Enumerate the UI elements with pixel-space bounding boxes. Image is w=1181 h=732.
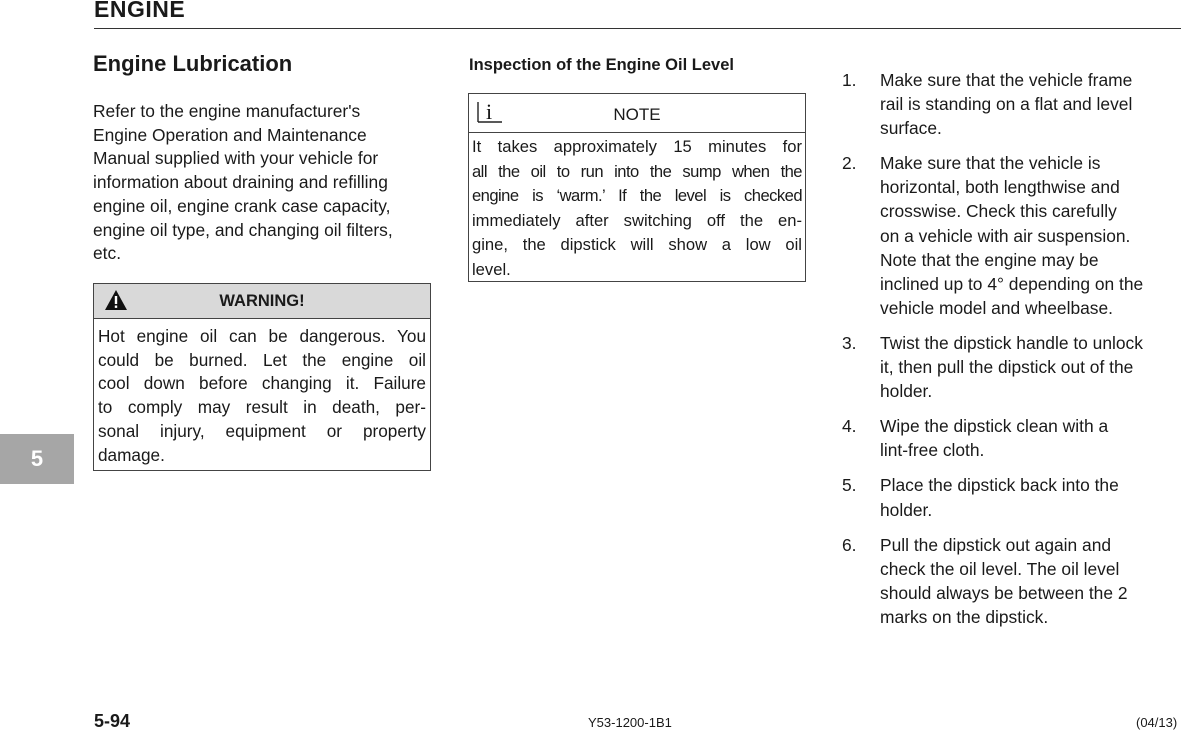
page-number: 5-94 bbox=[94, 711, 131, 731]
text-line: etc. bbox=[93, 243, 122, 264]
text-line: Refer to the engine manufacturer's bbox=[93, 101, 361, 121]
lubrication-text bbox=[93, 100, 433, 266]
step-item bbox=[842, 331, 1181, 403]
text-line: Note that the engine may be bbox=[880, 249, 1099, 270]
text-line: Engine Operation and Maintenance bbox=[93, 124, 367, 145]
text-line: Pull the dipstick out again and bbox=[880, 534, 1112, 555]
text-line: crosswise. Check this carefully bbox=[880, 201, 1117, 222]
step-item bbox=[842, 151, 1181, 320]
text-line: engine oil, engine crank case capacity, bbox=[93, 195, 391, 216]
text-line: inclined up to 4° depending on the bbox=[880, 273, 1144, 294]
text-line: Manual supplied with your vehicle for bbox=[93, 148, 379, 169]
text-line: Hot engine oil can be dangerous. You bbox=[98, 326, 426, 346]
text-line: Make sure that the vehicle frame bbox=[880, 70, 1133, 90]
document-id: Y53-1200-1B1 bbox=[588, 715, 672, 730]
document-date: (04/13) bbox=[1136, 715, 1178, 730]
step-number: 1. bbox=[842, 70, 857, 90]
text-line: to comply may result in death, per- bbox=[98, 397, 426, 418]
warning-text bbox=[94, 319, 430, 467]
text-line: rail is standing on a flat and level bbox=[880, 94, 1133, 115]
header-rule bbox=[94, 28, 1181, 29]
step-item bbox=[842, 473, 1181, 521]
text-line: check the oil level. The oil level bbox=[880, 558, 1120, 579]
step-number: 4. bbox=[842, 416, 857, 437]
text-line: information about draining and refilling bbox=[93, 172, 388, 193]
note-text bbox=[469, 133, 805, 282]
warning-title: WARNING! bbox=[219, 292, 305, 310]
text-line: cool down before changing it. Failure bbox=[98, 373, 426, 394]
step-text bbox=[880, 533, 1128, 629]
svg-text:i: i bbox=[486, 100, 493, 124]
text-line: vehicle model and wheelbase. bbox=[880, 297, 1113, 318]
text-line: level. bbox=[472, 259, 511, 279]
text-line: all the oil to run into the sump when the bbox=[472, 161, 802, 181]
text-line: Place the dipstick back into the bbox=[880, 475, 1119, 496]
text-line: surface. bbox=[880, 118, 942, 139]
warning-header bbox=[94, 284, 430, 319]
chapter-title: ENGINE bbox=[94, 0, 186, 22]
chapter-number: 5 bbox=[30, 446, 44, 471]
inspection-steps bbox=[842, 68, 1181, 640]
text-line: engine oil type, and changing oil filters, bbox=[93, 219, 393, 240]
text-line: immediately after switching off the en- bbox=[472, 210, 802, 230]
text-line: sonal injury, equipment or property bbox=[98, 420, 426, 441]
section-title: Engine Lubrication bbox=[93, 51, 293, 76]
text-line: could be burned. Let the engine oil bbox=[98, 349, 426, 370]
note-title: NOTE bbox=[613, 105, 661, 124]
text-line: holder. bbox=[880, 499, 933, 520]
text-line: engine is ‘warm.’ If the level is checked bbox=[472, 186, 802, 205]
step-number: 5. bbox=[842, 475, 857, 496]
step-number: 6. bbox=[842, 534, 857, 555]
step-number: 3. bbox=[842, 332, 857, 353]
text-line: It takes approximately 15 minutes for bbox=[472, 137, 802, 156]
step-text bbox=[880, 473, 1119, 521]
text-line: marks on the dipstick. bbox=[880, 606, 1049, 627]
step-item bbox=[842, 414, 1181, 462]
lubrication-section bbox=[93, 50, 433, 266]
text-line: lint-free cloth. bbox=[880, 440, 985, 461]
warning-box bbox=[93, 283, 431, 471]
text-line: it, then pull the dipstick out of the bbox=[880, 357, 1134, 378]
note-box bbox=[468, 93, 806, 282]
step-number: 2. bbox=[842, 153, 857, 174]
step-item bbox=[842, 68, 1181, 140]
text-line: Make sure that the vehicle is bbox=[880, 153, 1101, 174]
note-header bbox=[469, 94, 805, 133]
step-text bbox=[880, 68, 1132, 140]
chapter-tab bbox=[0, 434, 74, 484]
text-line: gine, the dipstick will show a low oil bbox=[472, 235, 802, 254]
text-line: on a vehicle with air suspension. bbox=[880, 225, 1131, 246]
step-text bbox=[880, 151, 1143, 320]
text-line: damage. bbox=[98, 444, 165, 465]
text-line: Wipe the dipstick clean with a bbox=[880, 416, 1109, 437]
text-line: should always be between the 2 bbox=[880, 582, 1128, 603]
step-item bbox=[842, 533, 1181, 629]
text-line: holder. bbox=[880, 381, 933, 402]
step-text bbox=[880, 331, 1143, 403]
text-line: horizontal, both lengthwise and bbox=[880, 177, 1120, 198]
inspection-title: Inspection of the Engine Oil Level bbox=[469, 56, 734, 74]
step-text bbox=[880, 414, 1108, 462]
text-line: Twist the dipstick handle to unlock bbox=[880, 332, 1143, 353]
